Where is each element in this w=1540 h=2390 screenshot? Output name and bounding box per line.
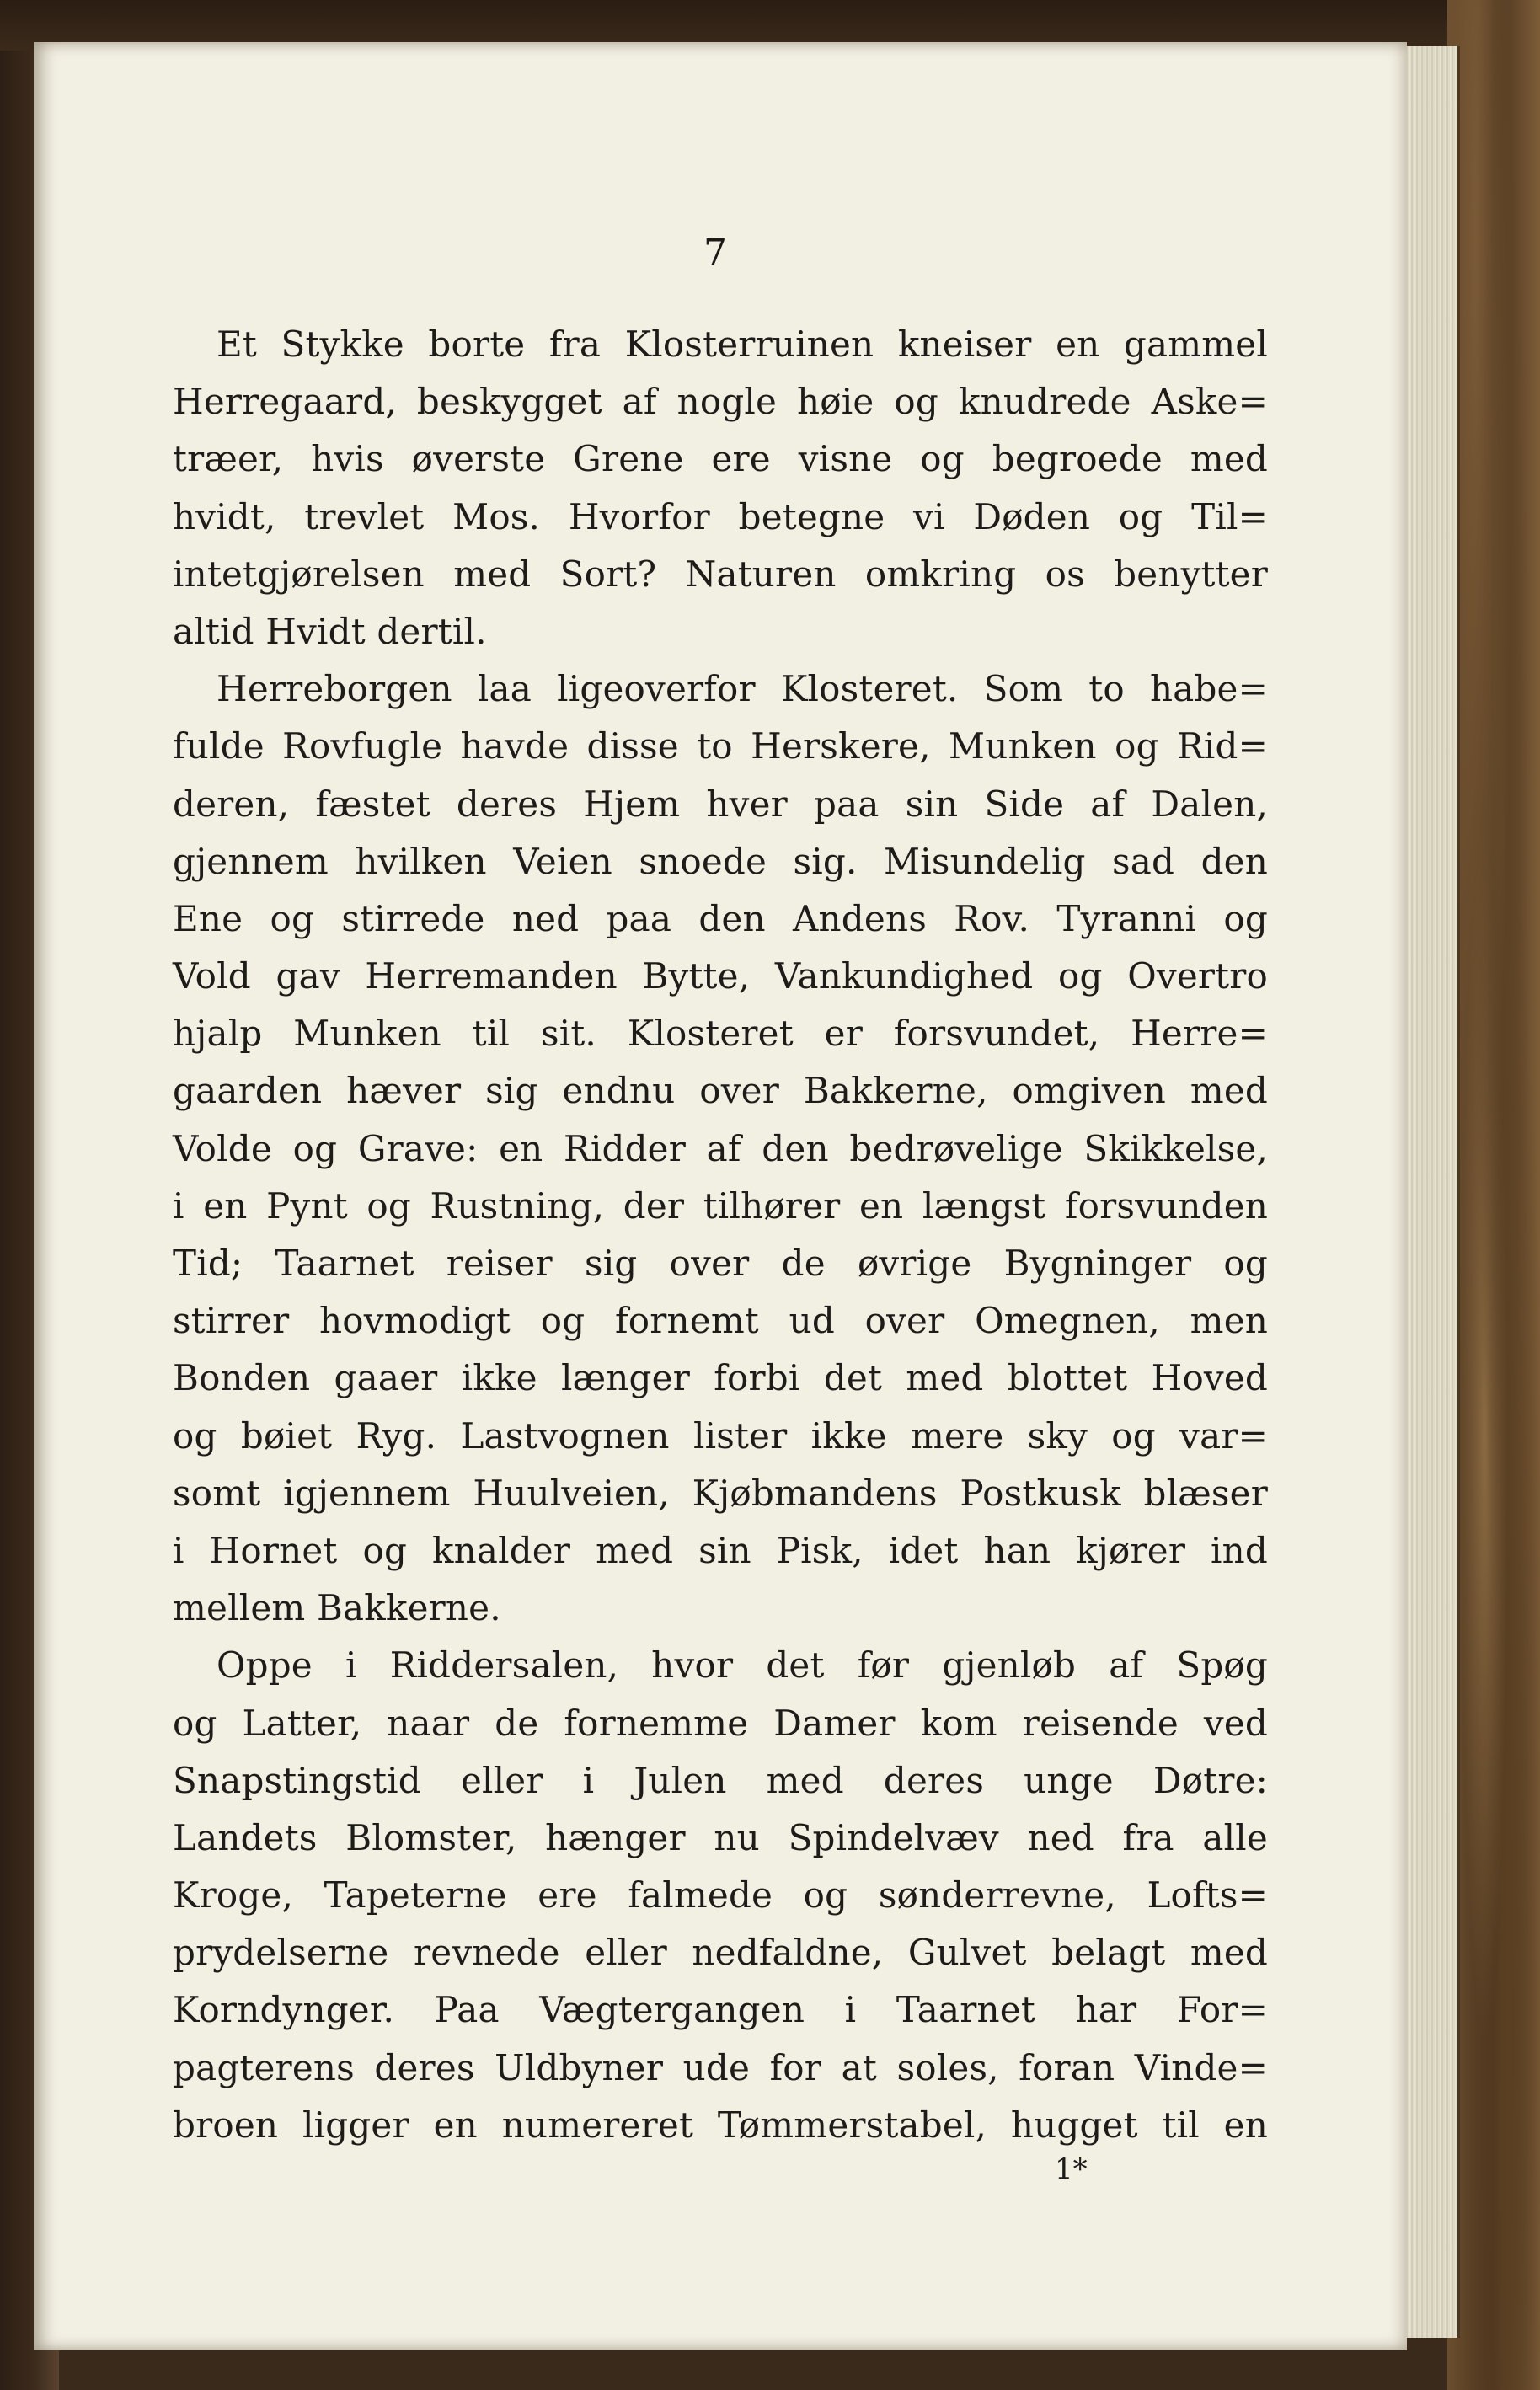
- text-line: Volde og Grave: en Ridder af den bedrøvelige Skikkelse,: [173, 1127, 1268, 1169]
- text-line: somt igjennem Huulveien, Kjøbmandens Postkusk blæser: [173, 1472, 1268, 1514]
- text-line: Herregaard, beskygget af nogle høie og knudrede Aske=: [173, 381, 1268, 423]
- book-cover-edge: [1447, 0, 1540, 2390]
- text-line: gaarden hæver sig endnu over Bakkerne, omgiven med: [173, 1070, 1268, 1112]
- text-line: Ene og stirrede ned paa den Andens Rov. Tyranni og: [173, 897, 1268, 939]
- text-line: gjennem hvilken Veien snoede sig. Misundelig sad den: [173, 840, 1268, 882]
- text-line: træer, hvis øverste Grene ere visne og begroede med: [173, 438, 1268, 480]
- signature-mark: 1*: [1055, 2152, 1088, 2186]
- text-line: hjalp Munken til sit. Klosteret er forsvundet, Herre=: [173, 1013, 1268, 1055]
- book-page: [34, 42, 1407, 2350]
- text-line: intetgjørelsen med Sort? Naturen omkring os benytter: [173, 553, 1268, 595]
- text-line: fulde Rovfugle havde disse to Herskere, Munken og Rid=: [173, 725, 1268, 767]
- text-line: i en Pynt og Rustning, der tilhører en længst forsvunden: [173, 1184, 1268, 1227]
- text-line: stirrer hovmodigt og fornemt ud over Omegnen, men: [173, 1300, 1268, 1342]
- text-line: Herreborgen laa ligeoverfor Klosteret. Som to habe=: [217, 668, 1268, 710]
- page-edges: [1398, 46, 1460, 2338]
- text-line: Kroge, Tapeterne ere falmede og sønderrevne, Lofts=: [173, 1874, 1268, 1917]
- text-line: broen ligger en numereret Tømmerstabel, hugget til en: [173, 2104, 1268, 2146]
- page-number: 7: [703, 232, 727, 275]
- text-line: Tid; Taarnet reiser sig over de øvrige Bygninger og: [173, 1243, 1268, 1284]
- text-line: mellem Bakkerne.: [173, 1587, 501, 1629]
- text-line: Vold gav Herremanden Bytte, Vankundighed og Overtro: [173, 955, 1268, 997]
- text-line: og bøiet Ryg. Lastvognen lister ikke mere sky og var=: [173, 1414, 1268, 1457]
- text-line: Landets Blomster, hænger nu Spindelvæv ned fra alle: [173, 1816, 1268, 1858]
- text-line: altid Hvidt dertil.: [173, 610, 487, 652]
- text-line: Bonden gaaer ikke længer forbi det med blottet Hoved: [173, 1357, 1268, 1399]
- text-line: deren, fæstet deres Hjem hver paa sin Side af Dalen,: [173, 783, 1268, 825]
- text-line: hvidt, trevlet Mos. Hvorfor betegne vi Døden og Til=: [173, 495, 1268, 537]
- text-line: Snapstingstid eller i Julen med deres unge Døtre:: [173, 1759, 1268, 1801]
- text-block: [173, 316, 1268, 2154]
- text-line: prydelserne revnede eller nedfaldne, Gulvet belagt med: [173, 1932, 1268, 1974]
- text-line: pagterens deres Uldbyner ude for at soles, foran Vinde=: [173, 2046, 1268, 2088]
- text-line: Korndynger. Paa Vægtergangen i Taarnet har For=: [173, 1989, 1268, 2031]
- text-line: og Latter, naar de fornemme Damer kom reisende ved: [173, 1702, 1268, 1744]
- text-line: Et Stykke borte fra Klosterruinen kneiser en gammel: [217, 323, 1268, 365]
- text-line: Oppe i Riddersalen, hvor det før gjenløb af Spøg: [217, 1644, 1268, 1687]
- text-line: i Hornet og knalder med sin Pisk, idet han kjører ind: [173, 1529, 1268, 1571]
